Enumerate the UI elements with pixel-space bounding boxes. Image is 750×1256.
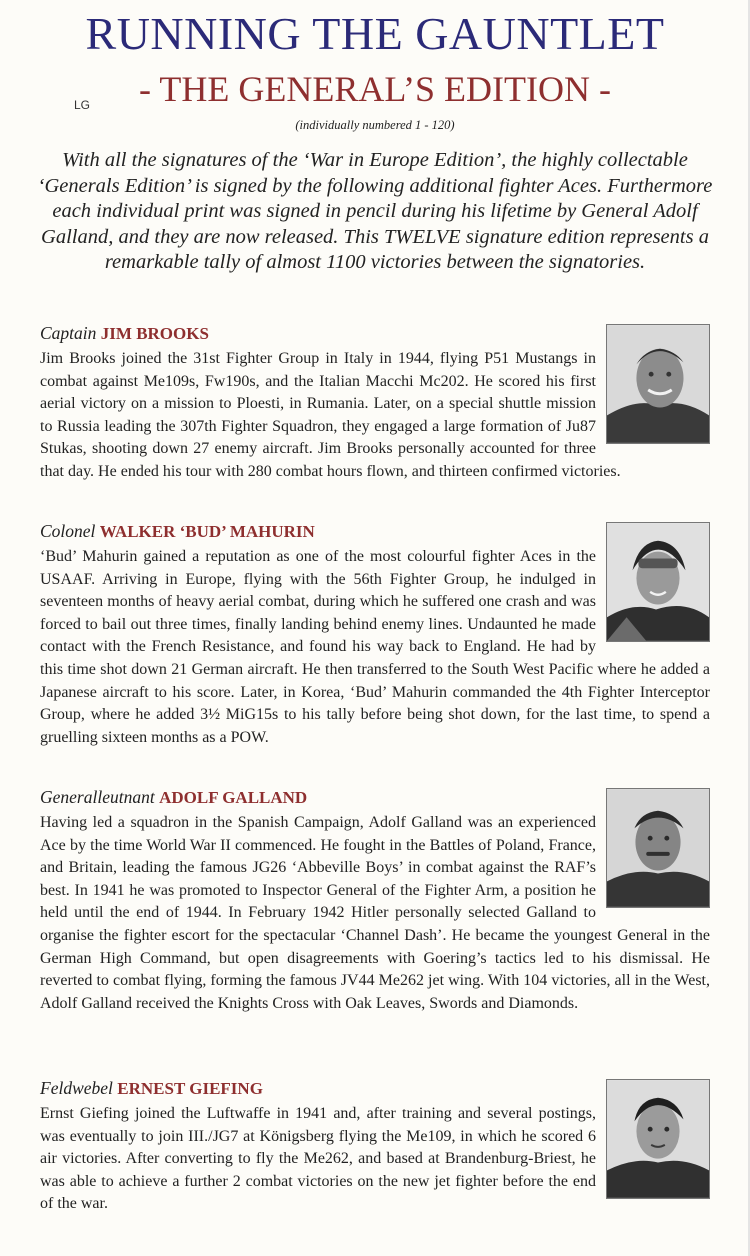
bio-name: JIM BROOKS bbox=[100, 324, 209, 343]
bio-ernest-giefing bbox=[40, 1077, 710, 1216]
portrait-photo-icon bbox=[607, 523, 709, 641]
portrait-photo-adolf-galland bbox=[606, 788, 710, 908]
intro-paragraph: With all the signatures of the ‘War in Europe Edition’, the highly collectable ‘Generals Edition’ is signed by the following additional fighter Aces. Furthermore each individual print was signed in pencil during his lifetime by General Adolf Galland, and they are now released. This TWELVE signature edition represents a remarkable tally of almost 1100 victories between the signatories. bbox=[37, 149, 713, 273]
bio-text: ‘Bud’ Mahurin gained a reputation as one of the most colourful fighter Aces in the USAAF. Arriving in Europe, flying with the 56th Fighter Group, he indulged in seventeen months of heavy aerial combat, during which he suffered one crash and was forced to bail out three times, finally landing behind enemy lines. Undaunted he made contact with the French Resistance, and found his way back to England. He had by this time shot down 21 German aircraft. He then transferred to the South West Pacific where he added a Japanese aircraft to his score. Later, in Korea, ‘Bud’ Mahurin commanded the 4th Fighter Interceptor Group, where he added 3½ MiG15s to his tally before being shot down, for the last time, to spend a gruelling sixteen months as a POW. bbox=[40, 548, 710, 746]
bio-text: Ernst Giefing joined the Luftwaffe in 1941 and, after training and several postings, was eventually to join III./JG7 at Königsberg flying the Me109, in which he scored 6 air victories. After converting to fly the Me262, and based at Brandenburg-Briest, he was able to achieve a further 2 combat victories on the new jet fighter before the end of the war. bbox=[40, 1105, 596, 1213]
portrait-photo-ernest-giefing bbox=[606, 1079, 710, 1199]
bio-rank: Generalleutnant bbox=[40, 787, 155, 807]
lg-mark: LG bbox=[74, 98, 91, 112]
bio-name: ERNEST GIEFING bbox=[117, 1079, 263, 1098]
portrait-photo-jim-brooks bbox=[606, 324, 710, 444]
bio-rank: Feldwebel bbox=[40, 1078, 113, 1098]
portrait-photo-icon bbox=[607, 789, 709, 907]
page-title: RUNNING THE GAUNTLET bbox=[85, 8, 665, 59]
bio-adolf-galland bbox=[40, 786, 710, 1015]
bio-bud-mahurin bbox=[40, 520, 710, 749]
edition-numbering: (individually numbered 1 - 120) bbox=[295, 118, 455, 132]
bio-rank: Captain bbox=[40, 323, 97, 343]
bio-name: WALKER ‘BUD’ MAHURIN bbox=[99, 522, 315, 541]
portrait-photo-icon bbox=[607, 325, 709, 443]
portrait-photo-icon bbox=[607, 1080, 709, 1198]
bio-text: Jim Brooks joined the 31st Fighter Group in Italy in 1944, flying P51 Mustangs in combat against Me109s, Fw190s, and the Italian Macchi Mc202. He scored his first aerial victory on a mission to Ploesti, in Rumania. Later, on a special shuttle mission to Russia leading the 307th Fighter Squadron, they engaged a large formation of Ju87 Stukas, shooting down 27 enemy aircraft. Jim Brooks personally accounted for three that day. He ended his tour with 280 combat hours flown, and thirteen confirmed victories. bbox=[40, 350, 621, 480]
bio-jim-brooks bbox=[40, 322, 710, 484]
edition-subtitle: - THE GENERAL’S EDITION - bbox=[139, 69, 611, 109]
portrait-photo-bud-mahurin bbox=[606, 522, 710, 642]
bio-rank: Colonel bbox=[40, 521, 96, 541]
bio-name: ADOLF GALLAND bbox=[159, 788, 308, 807]
bio-text: Having led a squadron in the Spanish Campaign, Adolf Galland was an experienced Ace by the time World War II commenced. He fought in the Battles of Poland, France, and Britain, leading the famous JG26 ‘Abbeville Boys’ in combat against the RAF’s best. In 1941 he was promoted to Inspector General of the Fighter Arm, a position he held until the end of 1944. In February 1942 Hitler personally selected Galland to organise the fighter escort for the spectacular ‘Channel Dash’. He became the youngest General in the German High Command, but open disagreements with Goering’s tactics led to his dismissal. He reverted to combat flying, forming the famous JV44 Me262 jet wing. With 104 victories, all in the West, Adolf Galland received the Knights Cross with Oak Leaves, Swords and Diamonds. bbox=[40, 814, 710, 1012]
